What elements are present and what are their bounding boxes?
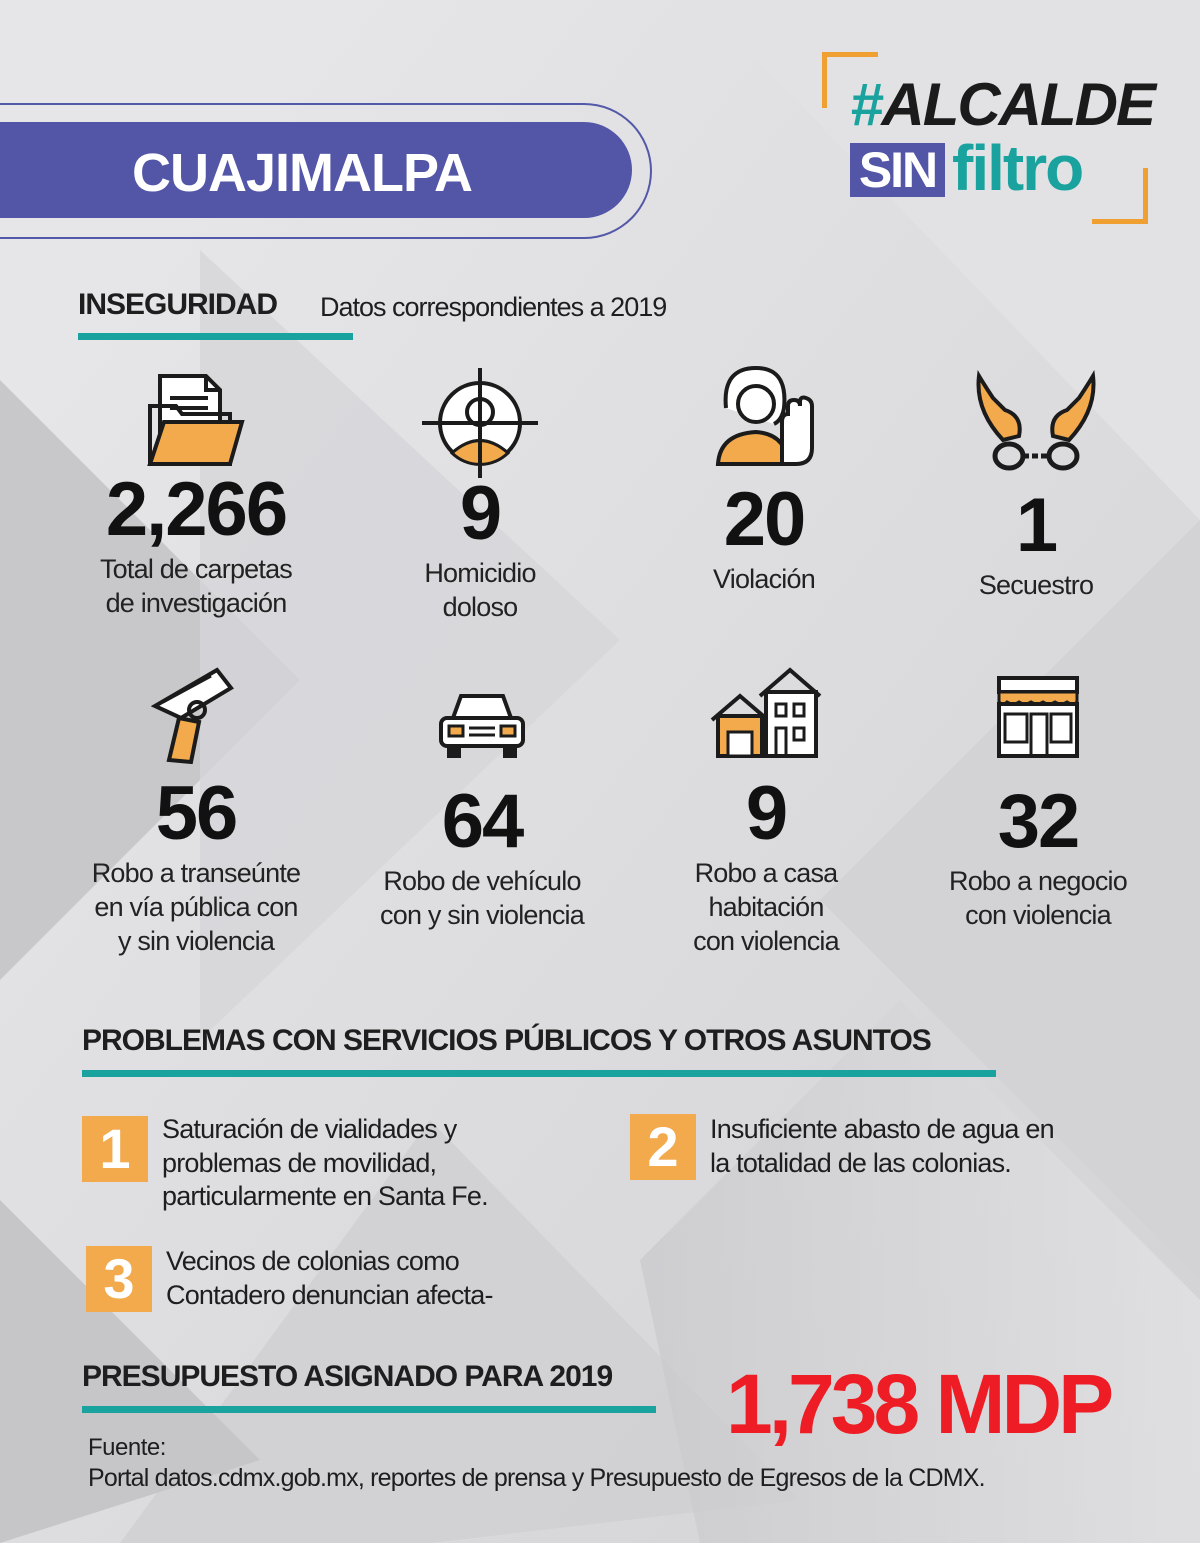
problem-badge-3: 3: [86, 1246, 152, 1312]
budget-amount: 1,738 MDP: [726, 1357, 1111, 1451]
stat-label: Homicidio doloso: [424, 558, 536, 622]
stat-value: 9: [745, 771, 787, 856]
stat-robo-negocio: [898, 674, 1178, 932]
problems-title: PROBLEMAS CON SERVICIOS PÚBLICOS Y OTROS ASUNTOS: [82, 1024, 931, 1057]
budget-title: PRESUPUESTO ASIGNADO PARA 2019: [82, 1360, 613, 1393]
pistol-icon: [151, 666, 241, 766]
stat-homicidio: [340, 368, 620, 624]
stat-value: 1: [1015, 483, 1057, 568]
stat-value: 32: [997, 779, 1079, 864]
stat-value: 2,266: [105, 467, 287, 552]
handcuffed-hands-icon: [971, 370, 1101, 474]
stat-secuestro: [896, 370, 1176, 602]
stat-value: 20: [723, 477, 805, 562]
stat-value: 64: [441, 779, 523, 864]
car-icon: [437, 688, 527, 760]
stat-robo-vehiculo: [342, 688, 622, 932]
logo-sin: SIN: [850, 143, 945, 197]
insecurity-underline: [78, 333, 353, 340]
stat-robo-transeunte: [56, 666, 336, 958]
stat-label: Robo a negocio con violencia: [949, 866, 1127, 930]
problem-badge-1: 1: [82, 1116, 148, 1182]
stat-value: 56: [155, 771, 237, 856]
stat-robo-casa: [626, 666, 906, 958]
stat-value: 9: [459, 471, 501, 556]
crosshair-target-icon: [422, 368, 538, 478]
stat-label: Robo a transeúnte en vía pública con y sin violencia: [91, 858, 301, 956]
problems-underline: [82, 1070, 996, 1077]
storefront-icon: [995, 674, 1081, 760]
stat-label: Secuestro: [978, 570, 1094, 600]
houses-icon: [710, 666, 822, 760]
stat-label: Violación: [713, 564, 815, 594]
stat-carpetas: [56, 368, 336, 620]
stat-label: Robo a casa habitación con violencia: [693, 858, 839, 956]
insecurity-title: INSEGURIDAD: [78, 288, 278, 321]
alcalde-sin-filtro-logo: [822, 52, 1155, 224]
source-text: Portal datos.cdmx.gob.mx, reportes de prensa y Presupuesto de Egresos de la CDMX.: [88, 1464, 985, 1492]
problem-text-2: Insuficiente abasto de agua en la totalidad de las colonias.: [710, 1114, 1054, 1178]
woman-stop-hand-icon: [712, 364, 816, 468]
logo-line-alcalde: #ALCALDE: [850, 71, 1155, 138]
stat-label: Total de carpetas de investigación: [99, 554, 293, 618]
logo-bracket-bottom: [1092, 168, 1148, 224]
problem-badge-2: 2: [630, 1114, 696, 1180]
stat-violacion: [624, 364, 904, 596]
budget-underline: [82, 1406, 656, 1413]
problem-text-3: Vecinos de colonias como Contadero denuncian afecta-: [166, 1246, 493, 1310]
source-heading: Fuente:: [88, 1434, 166, 1461]
insecurity-subtitle: Datos correspondientes a 2019: [320, 292, 667, 322]
problem-text-1: Saturación de vialidades y problemas de movilidad, particularmente en Santa Fe.: [162, 1114, 488, 1211]
stat-label: Robo de vehículo con y sin violencia: [380, 866, 584, 930]
folder-icon: [146, 368, 246, 468]
district-title: CUAJIMALPA: [132, 143, 472, 203]
logo-filtro: filtro: [952, 132, 1083, 204]
